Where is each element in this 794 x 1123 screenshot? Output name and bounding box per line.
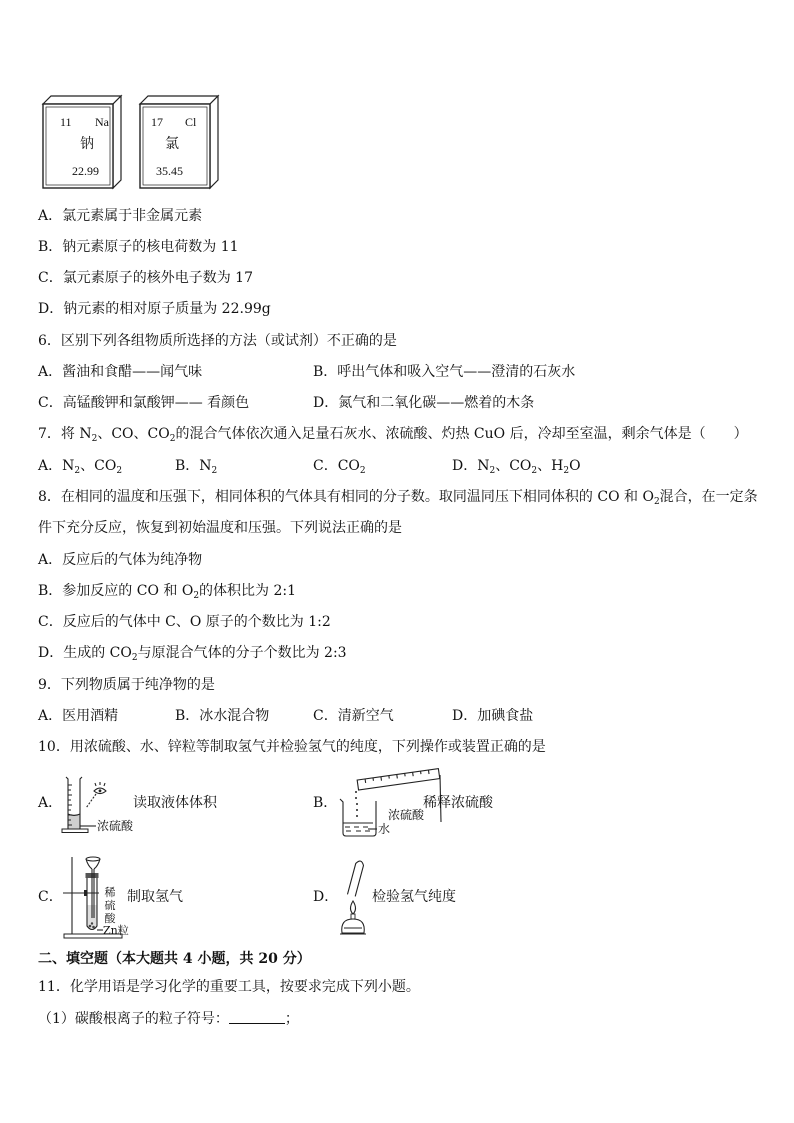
text-run: C．CO <box>313 458 360 474</box>
subscript: 2 <box>193 591 200 601</box>
subscript: 2 <box>131 653 138 663</box>
tile-element-symbol: Cl <box>185 115 197 129</box>
q8-option-a <box>38 550 202 570</box>
alcohol-lamp <box>340 901 366 934</box>
subscript: 2 <box>74 466 81 476</box>
q6-option-b: B．呼出气体和吸入空气——澄清的石灰水 <box>313 364 576 380</box>
q11-part1-end: ； <box>284 1011 299 1027</box>
tile-element-symbol: Na <box>95 115 109 129</box>
figure-label-zinc: Zn粒 <box>103 924 129 937</box>
text-run: D．N <box>452 458 490 474</box>
q7-option-c <box>313 456 366 476</box>
text-run: B．N <box>175 458 212 474</box>
text-run: D．生成的 CO <box>38 645 132 661</box>
text-run: O <box>569 458 581 474</box>
q9-option-d: D．加碘食盐 <box>452 708 534 724</box>
q9-option-c: C．清新空气 <box>313 708 394 724</box>
text-run: 与原混合气体的分子个数比为 2:3 <box>137 645 347 661</box>
figure-label-acid: 浓硫酸 <box>97 819 134 833</box>
q10-option-a-letter: A． <box>38 795 63 811</box>
q8-stem-line2: 件下充分反应，恢复到初始温度和压强。下列说法正确的是 <box>38 520 402 536</box>
q11-stem: 11．化学用语是学习化学的重要工具，按要求完成下列小题。 <box>38 979 420 995</box>
tile-element-name: 钠 <box>80 137 94 152</box>
tile-atomic-number: 11 <box>60 115 72 129</box>
q8-option-c <box>38 612 331 632</box>
subscript: 2 <box>211 466 218 476</box>
text-run: C．反应后的气体中 C、O 原子的个数比为 1:2 <box>38 614 331 630</box>
q7-stem <box>38 424 748 444</box>
text-run: 、CO <box>80 458 117 474</box>
text-run: 、CO、CO <box>97 426 170 442</box>
q5-option-d: D．钠元素的相对原子质量为 22.99g <box>38 301 271 317</box>
text-run: A．反应后的气体为纯净物 <box>38 552 203 568</box>
answer-blank <box>229 1009 285 1024</box>
q9-stem: 9．下列物质属于纯净物的是 <box>38 677 215 693</box>
section-heading: 二、填空题（本大题共 4 小题，共 20 分） <box>38 951 311 967</box>
q10-option-b-caption: 稀释浓硫酸 <box>423 795 493 811</box>
q9-option-a: A．医用酒精 <box>38 708 119 724</box>
periodic-table-tiles <box>0 0 230 200</box>
text-run: B．参加反应的 CO 和 O <box>38 583 194 599</box>
subscript: 2 <box>653 497 660 507</box>
text-run: 的混合气体依次通入足量石灰水、浓硫酸、灼热 CuO 后，冷却至室温，剩余气体是（ ） <box>175 426 748 442</box>
element-tile-sodium <box>43 96 121 188</box>
q6-option-a: A．酱油和食醋——闻气味 <box>38 364 203 380</box>
tile-atomic-mass: 35.45 <box>156 164 183 178</box>
q5-option-a: A．氯元素属于非金属元素 <box>38 208 203 224</box>
figure-read-liquid-volume <box>56 768 136 840</box>
q10-option-b-letter: B． <box>313 795 338 811</box>
q7-option-d <box>452 456 581 476</box>
q10-option-d-caption: 检验氢气纯度 <box>372 889 456 905</box>
q8-option-b <box>38 581 296 601</box>
q9-option-b: B．冰水混合物 <box>175 708 270 724</box>
element-tile-chlorine <box>140 96 218 188</box>
tile-element-name: 氯 <box>165 137 179 152</box>
q5-option-c: C．氯元素原子的核外电子数为 17 <box>38 270 253 286</box>
q10-option-c-caption: 制取氢气 <box>127 889 183 905</box>
text-run: 、CO <box>495 458 532 474</box>
subscript: 2 <box>489 466 496 476</box>
pouring-drops <box>355 791 358 817</box>
figure-test-hydrogen-purity <box>336 856 372 942</box>
eye-icon <box>86 782 106 808</box>
q7-option-a <box>38 456 122 476</box>
text-run: 混合，在一定条 <box>659 489 758 505</box>
subscript: 2 <box>359 466 366 476</box>
q6-option-c: C．高锰酸钾和氯酸钾—— 看颜色 <box>38 395 250 411</box>
tile-atomic-number: 17 <box>151 115 163 129</box>
tile-atomic-mass: 22.99 <box>72 164 99 178</box>
q5-option-b: B．钠元素原子的核电荷数为 11 <box>38 239 239 255</box>
q8-stem-line1 <box>38 487 758 507</box>
q6-option-d: D．氮气和二氧化碳——燃着的木条 <box>313 395 535 411</box>
text-run: 8．在相同的温度和压强下，相同体积的气体具有相同的分子数。取同温同压下相同体积的 CO 和 O <box>38 489 654 505</box>
q10-stem: 10．用浓硫酸、水、锌粒等制取氢气并检验氢气的纯度，下列操作或装置正确的是 <box>38 739 546 755</box>
q8-option-d <box>38 643 347 663</box>
figure-label-dilute-acid: 稀硫酸 <box>104 886 116 925</box>
q10-option-c-letter: C． <box>38 889 63 905</box>
graduated-cylinder <box>62 777 88 833</box>
text-run: A．N <box>38 458 75 474</box>
q10-option-d-letter: D． <box>313 889 339 905</box>
subscript: 2 <box>531 466 538 476</box>
q11-part1-prompt: （1）碳酸根离子的粒子符号： <box>38 1011 229 1027</box>
text-run: 、H <box>537 458 564 474</box>
q7-option-b <box>175 456 217 476</box>
q6-stem: 6．区别下列各组物质所选择的方法（或试剂）不正确的是 <box>38 333 397 349</box>
graduated-cylinder <box>357 769 440 790</box>
subscript: 2 <box>116 466 123 476</box>
text-run: 的体积比为 2:1 <box>199 583 297 599</box>
figure-label-acid: 浓硫酸 <box>388 808 425 822</box>
subscript: 2 <box>91 434 98 444</box>
text-run: 7．将 N <box>38 426 92 442</box>
q11-part1 <box>38 1009 299 1029</box>
subscript: 2 <box>169 434 176 444</box>
q10-option-a-caption: 读取液体体积 <box>133 795 217 811</box>
inverted-test-tube <box>347 860 364 896</box>
subscript: 2 <box>563 466 570 476</box>
figure-label-water: 水 <box>378 822 391 836</box>
beaker <box>340 799 376 836</box>
